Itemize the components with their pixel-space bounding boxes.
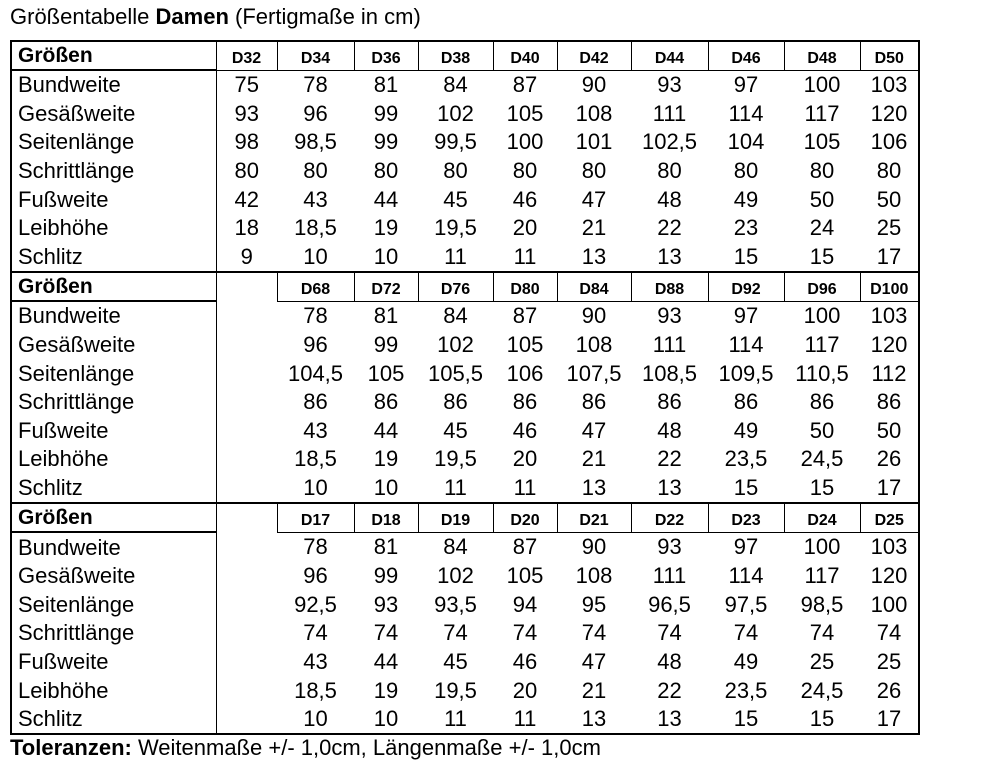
value-cell: 24	[809, 215, 835, 241]
table-row	[11, 388, 919, 417]
size-header-cell: D20	[493, 503, 557, 532]
value-cell: 13	[581, 475, 607, 501]
measure-label: Seitenlänge	[11, 359, 216, 388]
value-cell: 93	[657, 534, 682, 560]
value-cell: 15	[733, 475, 759, 501]
value-cell: 90	[581, 303, 607, 329]
value-cell: 74	[373, 620, 399, 646]
value-cell: 25	[860, 214, 919, 243]
value-cell: 81	[373, 534, 399, 560]
value-cell: 93	[657, 303, 682, 329]
value-cell: 93	[234, 100, 259, 126]
value-cell: 11	[493, 705, 557, 735]
value-cell: 101	[575, 129, 613, 155]
value-cell: 24,5	[800, 677, 844, 703]
value-cell: 20	[512, 677, 538, 703]
value-cell: 102	[437, 332, 474, 358]
size-header-cell: D32	[216, 41, 277, 70]
value-cell: 26	[860, 676, 919, 705]
empty-cell	[216, 676, 277, 705]
value-cell: 97	[733, 72, 759, 98]
size-header-cell: D50	[860, 41, 919, 70]
value-cell: 105	[506, 563, 544, 589]
value-cell: 15	[733, 243, 759, 269]
measure-label: Leibhöhe	[11, 676, 216, 705]
size-header-cell: D92	[708, 272, 784, 301]
value-cell: 45	[443, 186, 468, 212]
value-cell: 97,5	[724, 591, 768, 617]
value-cell: 9	[240, 243, 253, 269]
value-cell: 50	[860, 417, 919, 446]
table-row	[11, 474, 919, 504]
table-row	[11, 705, 919, 735]
value-cell: 18	[234, 215, 259, 241]
value-cell: 103	[860, 532, 919, 562]
value-cell: 114	[728, 563, 764, 589]
value-cell: 84	[443, 72, 468, 98]
empty-cell	[216, 532, 277, 562]
value-cell: 17	[860, 474, 919, 504]
value-cell: 120	[860, 562, 919, 591]
measure-label: Schrittlänge	[11, 157, 216, 186]
value-cell: 13	[631, 705, 708, 735]
value-cell: 84	[443, 534, 468, 560]
table-row	[11, 185, 919, 214]
value-cell: 45	[443, 417, 468, 443]
value-cell: 78	[303, 72, 328, 98]
value-cell: 102,5	[641, 129, 698, 155]
value-cell: 108	[575, 100, 613, 126]
value-cell: 80	[303, 158, 328, 184]
measure-label: Leibhöhe	[11, 214, 216, 243]
table-row	[11, 331, 919, 360]
value-cell: 24,5	[800, 446, 844, 472]
size-header-cell: D88	[631, 272, 708, 301]
value-cell: 49	[733, 186, 759, 212]
value-cell: 74	[512, 620, 538, 646]
value-cell: 22	[657, 215, 682, 241]
value-cell: 105	[506, 332, 544, 358]
value-cell: 86	[860, 388, 919, 417]
empty-cell	[216, 417, 277, 446]
measure-label: Schrittlänge	[11, 619, 216, 648]
value-cell: 44	[373, 417, 399, 443]
empty-cell	[216, 331, 277, 360]
size-header-cell: D76	[418, 272, 493, 301]
value-cell: 46	[512, 648, 538, 674]
value-cell: 15	[809, 243, 835, 269]
size-header-cell: D36	[354, 41, 418, 70]
value-cell: 86	[443, 389, 468, 415]
value-cell: 22	[657, 446, 682, 472]
value-cell: 50	[809, 186, 835, 212]
value-cell: 94	[512, 591, 538, 617]
size-header-cell: D34	[277, 41, 354, 70]
value-cell: 48	[657, 417, 682, 443]
empty-cell	[216, 272, 277, 301]
value-cell: 10	[277, 705, 354, 735]
value-cell: 100	[860, 591, 919, 620]
table-row	[11, 619, 919, 648]
value-cell: 13	[657, 475, 682, 501]
measure-label: Schlitz	[11, 705, 216, 735]
value-cell: 10	[373, 475, 399, 501]
measure-label: Gesäßweite	[11, 562, 216, 591]
value-cell: 49	[733, 417, 759, 443]
table-row	[11, 417, 919, 446]
value-cell: 99	[373, 129, 399, 155]
value-cell: 17	[860, 243, 919, 273]
value-cell: 93,5	[434, 591, 477, 617]
table-row	[11, 648, 919, 677]
value-cell: 15	[809, 475, 835, 501]
page-title	[10, 4, 421, 30]
value-cell: 90	[581, 72, 607, 98]
tolerance-text: Weitenmaße +/- 1,0cm, Längenmaße +/- 1,0cm	[131, 735, 601, 760]
value-cell: 81	[373, 303, 399, 329]
value-cell: 112	[860, 359, 919, 388]
value-cell: 48	[657, 186, 682, 212]
value-cell: 93	[373, 591, 399, 617]
size-header-cell: D18	[354, 503, 418, 532]
value-cell: 11	[418, 705, 493, 735]
table-row	[11, 301, 919, 331]
size-header-cell: D19	[418, 503, 493, 532]
size-header-cell: D68	[277, 272, 354, 301]
measure-label: Gesäßweite	[11, 331, 216, 360]
value-cell: 15	[708, 705, 784, 735]
value-cell: 44	[373, 186, 399, 212]
size-header-cell: D21	[557, 503, 631, 532]
table-row	[11, 243, 919, 273]
size-header-cell: D42	[557, 41, 631, 70]
table-row	[11, 70, 919, 100]
value-cell: 74	[581, 620, 607, 646]
value-cell: 102	[437, 563, 474, 589]
value-cell: 74	[657, 620, 682, 646]
value-cell: 49	[733, 648, 759, 674]
size-header-cell: D72	[354, 272, 418, 301]
size-header-cell: D17	[277, 503, 354, 532]
value-cell: 15	[784, 705, 860, 735]
value-cell: 111	[652, 332, 687, 358]
value-cell: 74	[443, 620, 468, 646]
empty-cell	[216, 591, 277, 620]
value-cell: 20	[512, 215, 538, 241]
value-cell: 86	[373, 389, 399, 415]
tolerance-note	[10, 735, 601, 761]
size-header-cell: D24	[784, 503, 860, 532]
value-cell: 43	[303, 648, 328, 674]
value-cell: 93	[657, 72, 682, 98]
value-cell: 19,5	[434, 215, 477, 241]
value-cell: 108	[575, 332, 613, 358]
value-cell: 96	[303, 100, 328, 126]
value-cell: 105	[367, 360, 405, 386]
value-cell: 13	[657, 243, 682, 269]
value-cell: 19,5	[434, 677, 477, 703]
value-cell: 13	[581, 243, 607, 269]
value-cell: 19	[373, 677, 399, 703]
value-cell: 90	[581, 534, 607, 560]
value-cell: 99	[373, 563, 399, 589]
measure-label: Fußweite	[11, 648, 216, 677]
value-cell: 17	[860, 705, 919, 735]
empty-cell	[216, 619, 277, 648]
value-cell: 10	[373, 243, 399, 269]
size-header-cell: D23	[708, 503, 784, 532]
measure-label: Bundweite	[11, 532, 216, 562]
section-label: Größen	[11, 272, 216, 301]
value-cell: 92,5	[294, 591, 337, 617]
value-cell: 74	[860, 619, 919, 648]
value-cell: 20	[512, 446, 538, 472]
empty-cell	[216, 388, 277, 417]
title-bold: Damen	[155, 4, 229, 29]
measure-label: Gesäßweite	[11, 100, 216, 129]
table-row	[11, 562, 919, 591]
empty-cell	[216, 562, 277, 591]
table-row	[11, 532, 919, 562]
measure-label: Bundweite	[11, 301, 216, 331]
value-cell: 22	[657, 677, 682, 703]
value-cell: 81	[373, 72, 399, 98]
empty-cell	[216, 359, 277, 388]
value-cell: 111	[652, 563, 687, 589]
empty-cell	[216, 503, 277, 532]
value-cell: 117	[804, 332, 840, 358]
table-row	[11, 214, 919, 243]
value-cell: 117	[804, 563, 840, 589]
value-cell: 99,5	[434, 129, 477, 155]
value-cell: 106	[860, 128, 919, 157]
value-cell: 97	[733, 534, 759, 560]
size-header-cell: D46	[708, 41, 784, 70]
value-cell: 86	[657, 389, 682, 415]
value-cell: 80	[443, 158, 468, 184]
value-cell: 44	[373, 648, 399, 674]
tolerance-label: Toleranzen:	[10, 735, 132, 760]
value-cell: 50	[860, 185, 919, 214]
value-cell: 74	[303, 620, 328, 646]
value-cell: 120	[860, 331, 919, 360]
value-cell: 13	[557, 705, 631, 735]
section-label: Größen	[11, 503, 216, 532]
empty-cell	[216, 301, 277, 331]
value-cell: 103	[860, 70, 919, 100]
value-cell: 111	[652, 100, 687, 126]
value-cell: 104,5	[287, 360, 344, 386]
value-cell: 25	[860, 648, 919, 677]
size-table	[10, 40, 920, 735]
value-cell: 80	[234, 158, 259, 184]
value-cell: 78	[303, 303, 328, 329]
value-cell: 21	[581, 446, 607, 472]
value-cell: 23	[733, 215, 759, 241]
value-cell: 117	[804, 100, 840, 126]
value-cell: 107,5	[566, 360, 622, 386]
empty-cell	[216, 705, 277, 735]
size-header-cell: D38	[418, 41, 493, 70]
value-cell: 80	[809, 158, 835, 184]
measure-label: Fußweite	[11, 417, 216, 446]
value-cell: 80	[373, 158, 399, 184]
table-row	[11, 157, 919, 186]
value-cell: 10	[354, 705, 418, 735]
value-cell: 21	[581, 677, 607, 703]
value-cell: 96	[303, 332, 328, 358]
value-cell: 100	[506, 129, 544, 155]
value-cell: 26	[860, 445, 919, 474]
value-cell: 114	[728, 332, 764, 358]
size-header-cell: D44	[631, 41, 708, 70]
value-cell: 23,5	[724, 677, 768, 703]
value-cell: 97	[733, 303, 759, 329]
value-cell: 96	[303, 563, 328, 589]
measure-label: Schlitz	[11, 243, 216, 273]
value-cell: 80	[657, 158, 682, 184]
value-cell: 95	[581, 591, 607, 617]
value-cell: 108	[575, 563, 613, 589]
value-cell: 110,5	[795, 360, 849, 386]
table-row	[11, 128, 919, 157]
table-row	[11, 591, 919, 620]
value-cell: 108,5	[641, 360, 698, 386]
value-cell: 109,5	[718, 360, 774, 386]
value-cell: 19	[373, 446, 399, 472]
value-cell: 98	[234, 129, 259, 155]
value-cell: 102	[437, 100, 474, 126]
value-cell: 21	[581, 215, 607, 241]
value-cell: 11	[444, 243, 467, 269]
value-cell: 86	[733, 389, 759, 415]
size-header-cell: D25	[860, 503, 919, 532]
value-cell: 105,5	[427, 360, 484, 386]
value-cell: 45	[443, 648, 468, 674]
value-cell: 84	[443, 303, 468, 329]
table-row	[11, 676, 919, 705]
value-cell: 98,5	[294, 129, 337, 155]
value-cell: 18,5	[294, 215, 337, 241]
value-cell: 80	[733, 158, 759, 184]
value-cell: 42	[234, 186, 259, 212]
size-header-cell: D48	[784, 41, 860, 70]
value-cell: 47	[581, 417, 607, 443]
value-cell: 100	[803, 534, 841, 560]
value-cell: 46	[512, 417, 538, 443]
size-header-row	[11, 272, 919, 301]
value-cell: 86	[809, 389, 835, 415]
measure-label: Seitenlänge	[11, 591, 216, 620]
size-header-cell: D84	[557, 272, 631, 301]
value-cell: 86	[512, 389, 538, 415]
value-cell: 98,5	[800, 591, 844, 617]
value-cell: 80	[512, 158, 538, 184]
table-row	[11, 359, 919, 388]
value-cell: 10	[303, 243, 328, 269]
size-header-cell: D96	[784, 272, 860, 301]
value-cell: 23,5	[724, 446, 768, 472]
value-cell: 99	[373, 332, 399, 358]
size-header-cell: D40	[493, 41, 557, 70]
value-cell: 100	[803, 303, 841, 329]
size-header-cell: D22	[631, 503, 708, 532]
value-cell: 11	[513, 475, 537, 501]
value-cell: 80	[581, 158, 607, 184]
value-cell: 43	[303, 417, 328, 443]
empty-cell	[216, 445, 277, 474]
value-cell: 103	[860, 301, 919, 331]
value-cell: 48	[657, 648, 682, 674]
value-cell: 114	[728, 100, 764, 126]
value-cell: 43	[303, 186, 328, 212]
size-header-cell: D80	[493, 272, 557, 301]
measure-label: Fußweite	[11, 185, 216, 214]
value-cell: 87	[512, 72, 538, 98]
value-cell: 105	[506, 100, 544, 126]
empty-cell	[216, 648, 277, 677]
value-cell: 78	[303, 534, 328, 560]
value-cell: 25	[809, 648, 835, 674]
measure-label: Schrittlänge	[11, 388, 216, 417]
value-cell: 18,5	[294, 677, 337, 703]
empty-cell	[216, 474, 277, 504]
value-cell: 104	[727, 129, 765, 155]
value-cell: 120	[860, 100, 919, 129]
value-cell: 105	[803, 129, 841, 155]
table-row	[11, 100, 919, 129]
measure-label: Bundweite	[11, 70, 216, 100]
value-cell: 74	[809, 620, 835, 646]
value-cell: 19,5	[434, 446, 477, 472]
value-cell: 18,5	[294, 446, 337, 472]
value-cell: 87	[512, 303, 538, 329]
size-header-cell: D100	[860, 272, 919, 301]
table-row	[11, 445, 919, 474]
title-prefix: Größentabelle	[10, 4, 156, 29]
value-cell: 47	[581, 648, 607, 674]
value-cell: 46	[512, 186, 538, 212]
value-cell: 19	[373, 215, 399, 241]
measure-label: Leibhöhe	[11, 445, 216, 474]
value-cell: 47	[581, 186, 607, 212]
measure-label: Seitenlänge	[11, 128, 216, 157]
value-cell: 80	[860, 157, 919, 186]
value-cell: 75	[234, 72, 259, 98]
value-cell: 106	[506, 360, 544, 386]
value-cell: 87	[512, 534, 538, 560]
size-header-row	[11, 41, 919, 70]
title-suffix: (Fertigmaße in cm)	[228, 4, 421, 29]
value-cell: 11	[444, 475, 467, 501]
value-cell: 11	[513, 243, 537, 269]
value-cell: 86	[303, 389, 328, 415]
value-cell: 10	[303, 475, 328, 501]
value-cell: 74	[733, 620, 759, 646]
value-cell: 100	[803, 72, 841, 98]
section-label: Größen	[11, 41, 216, 70]
size-header-row	[11, 503, 919, 532]
value-cell: 99	[373, 100, 399, 126]
value-cell: 50	[809, 417, 835, 443]
measure-label: Schlitz	[11, 474, 216, 504]
value-cell: 86	[581, 389, 607, 415]
value-cell: 96,5	[648, 591, 691, 617]
